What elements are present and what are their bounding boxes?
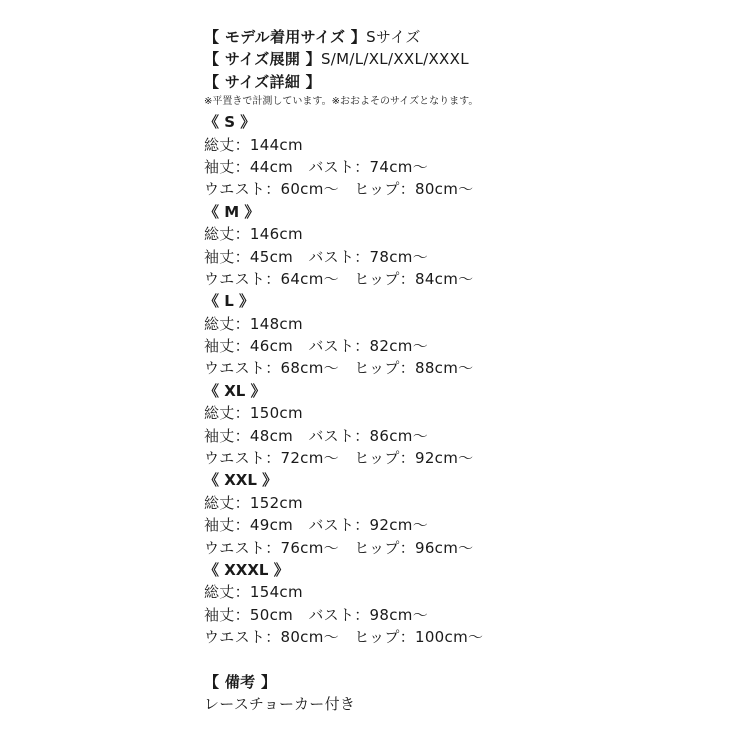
size-block-xl [204, 380, 724, 470]
sleeve-bust: 袖丈：44cm バスト：74cm〜 [204, 157, 428, 176]
size-block-xxxl [204, 559, 724, 649]
sizes-row [204, 48, 724, 70]
details-row [204, 71, 724, 93]
measurement-note: ※平置きで計測しています。※おおよそのサイズとなります。 [204, 96, 479, 108]
total-length: 総丈：150cm [204, 404, 303, 423]
waist-hip: ウエスト：68cm〜 ヒップ：88cm〜 [204, 359, 474, 378]
total-length: 総丈：148cm [204, 314, 303, 333]
waist-hip: ウエスト：64cm〜 ヒップ：84cm〜 [204, 269, 474, 288]
total-length: 総丈：154cm [204, 583, 303, 602]
total-length: 総丈：152cm [204, 493, 303, 512]
model-size-row [204, 26, 724, 48]
spacer [204, 649, 724, 671]
size-block-l [204, 290, 724, 380]
waist-hip: ウエスト：80cm〜 ヒップ：100cm〜 [204, 628, 484, 647]
size-spec-sheet [204, 26, 724, 715]
total-length: 総丈：144cm [204, 135, 303, 154]
size-heading: 《 L 》 [204, 292, 255, 311]
details-label: 【 サイズ詳細 】 [204, 72, 321, 91]
size-heading: 《 S 》 [204, 113, 256, 132]
model-size-value: Sサイズ [366, 28, 421, 46]
sleeve-bust: 袖丈：50cm バスト：98cm〜 [204, 605, 428, 624]
sizes-label: 【 サイズ展開 】 [204, 50, 321, 69]
waist-hip: ウエスト：76cm〜 ヒップ：96cm〜 [204, 538, 474, 557]
total-length: 総丈：146cm [204, 225, 303, 244]
size-heading: 《 XL 》 [204, 381, 266, 400]
remarks-label: 【 備考 】 [204, 672, 277, 691]
size-block-xxl [204, 469, 724, 559]
remarks-text: レースチョーカー付き [204, 694, 356, 713]
sleeve-bust: 袖丈：45cm バスト：78cm〜 [204, 247, 428, 266]
sleeve-bust: 袖丈：46cm バスト：82cm〜 [204, 337, 428, 356]
remarks-row [204, 671, 724, 693]
size-heading: 《 XXL 》 [204, 471, 278, 490]
size-block-m [204, 201, 724, 291]
sleeve-bust: 袖丈：48cm バスト：86cm〜 [204, 426, 428, 445]
waist-hip: ウエスト：72cm〜 ヒップ：92cm〜 [204, 449, 474, 468]
size-heading: 《 XXXL 》 [204, 560, 289, 579]
waist-hip: ウエスト：60cm〜 ヒップ：80cm〜 [204, 180, 474, 199]
sizes-value: S/M/L/XL/XXL/XXXL [320, 50, 469, 69]
model-size-label: 【 モデル着用サイズ 】 [204, 28, 367, 46]
size-block-s [204, 111, 724, 201]
sleeve-bust: 袖丈：49cm バスト：92cm〜 [204, 516, 428, 535]
size-heading: 《 M 》 [204, 202, 260, 221]
